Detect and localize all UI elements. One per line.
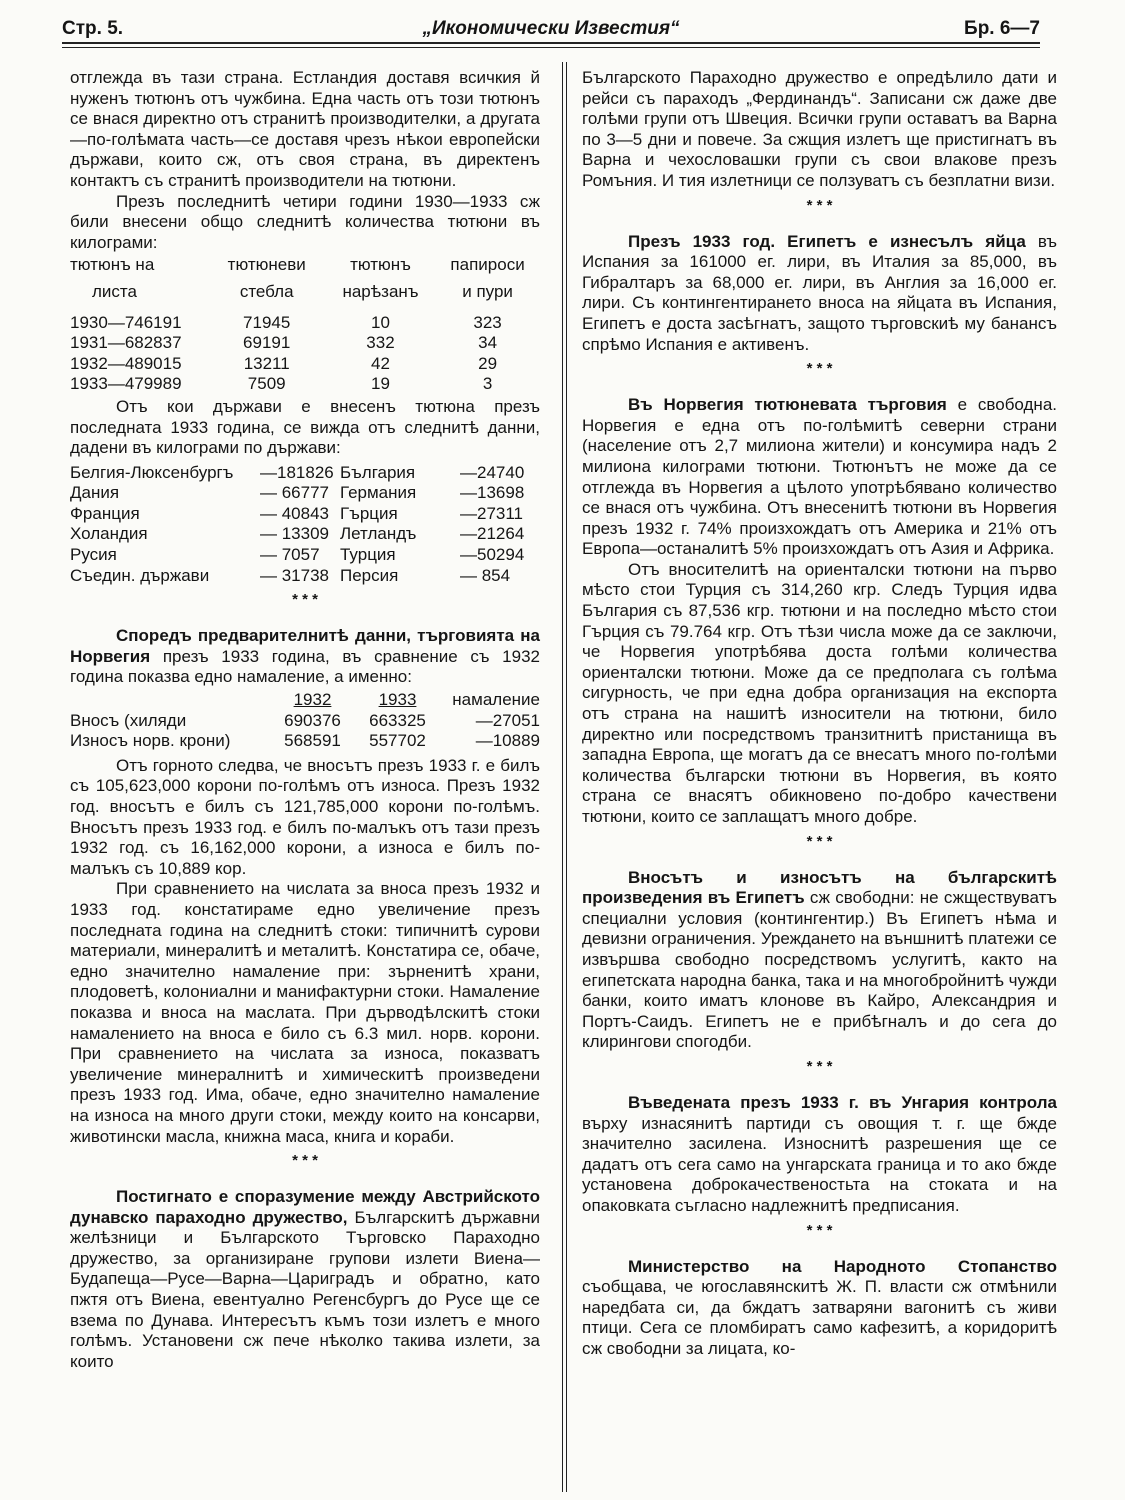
table-header-cell: 1932 (293, 690, 332, 710)
table-cell: 34 (478, 333, 498, 353)
table-row (70, 545, 540, 566)
header-rule-thin (62, 47, 1040, 48)
table-cell: 557702 (369, 731, 426, 751)
newspaper-title: „Икономически Известия“ (422, 18, 680, 39)
column-divider-2 (566, 62, 567, 1492)
article-text: сж свободни: не сжществуватъ специални условия (контингентир.) Въ Египетъ нѣма и девизни ограничения. Уреждането на външнитѣ платежи се извършва свободно посредствомъ услугитѣ, както на египетската народна банка, така и на многобройнитѣ чужди банки, които иматъ клонове въ Кайро, Александрия и Портъ-Саидъ. Египетъ не е прибѣгналъ и до сега до клирингови спогодби. (582, 888, 1057, 1052)
article-text: презъ 1933 година, въ сравнение съ 1932 година показва едно намаление, а именно: (70, 646, 540, 687)
country-value: —50294 (460, 545, 525, 565)
norway-trade-table (70, 690, 540, 752)
tobacco-imports-table (70, 255, 540, 395)
table-cell: 7509 (247, 374, 286, 394)
country-value: —181826 (260, 462, 334, 482)
table-header-cell: тютюнъ (350, 255, 411, 275)
country-value: —27311 (460, 503, 524, 523)
table-header-cell: тютюневи (227, 255, 306, 275)
country-name: Гърция (340, 503, 398, 523)
table-cell: 332 (366, 333, 395, 353)
table-cell: 1930—746191 (70, 312, 182, 332)
trade-text: Отъ горното следва, че вносътъ презъ 1933 г. е билъ съ 105,623,000 корони по-голѣмъ отъ износа. Презъ 1932 год. вносътъ е билъ съ 121,785,000 корони по-голѣмъ. Вносътъ презъ 1933 год. е билъ по-малъкъ отъ тази презъ 1932 год. съ 16,162,000 корони, а износа е билъ по-малъкъ съ 10,889 кор. (70, 755, 540, 878)
table-cell: 29 (478, 353, 498, 373)
country-value: — 13309 (260, 524, 329, 544)
country-value: — 854 (460, 565, 511, 585)
country-name: Съедин. държави (70, 565, 210, 585)
country-name: Франция (70, 503, 140, 523)
country-name: Германия (340, 483, 417, 503)
article-text: върху изнасянитѣ партиди съ овощия т. г. ще бжде значително засилена. Износнитѣ разрешения ще се дадатъ отъ сега само на унгарската граница и то ако бжде установена доброкачественостьта на стоката и на опаковката съгласно надлежнитѣ предписания. (582, 1113, 1057, 1215)
table-cell: —10889 (475, 731, 540, 751)
country-value: — 66777 (260, 483, 329, 503)
table-row (70, 354, 540, 375)
country-name: Персия (340, 565, 399, 585)
table-header-row (70, 255, 540, 276)
egypt-trade-article (582, 868, 1057, 1053)
table-cell: 1931—682837 (70, 333, 182, 353)
article-heading: Вносътъ и износътъ на българскитѣ произведения въ Египетъ (582, 867, 1057, 908)
table-header-row (70, 276, 540, 303)
table-header-row (70, 690, 540, 711)
separator-stars: * * * (806, 1221, 833, 1239)
danube-article (70, 1187, 540, 1372)
section-separator (70, 1153, 540, 1183)
table-row (70, 333, 540, 354)
separator-stars: * * * (806, 360, 833, 378)
table-header-cell: 1933 (378, 690, 417, 710)
compare-text: При сравнението на числата за вноса презъ 1932 и 1933 год. констатираме едно увеличение презъ последната година на следнитѣ стоки: типичнитѣ сурови материали, минералитѣ и металитѣ. Констатира се, обаче, едно значително намаление при: зърненитѣ храни, плодоветѣ, колониални и манифактурни стоки. Намаление показва и вноса на маслата. При дърводѣлскитѣ стоки намалението на вноса е било съ 6.3 мил. норв. корони. При сравнението на числата за износа, показватъ увеличение минералнитѣ и химическитѣ произведени презъ 1933 год. Има, обаче, едно значително намаление на износа на много други стоки, между които на консарви, животински масла, книжна маса, книга и кораби. (70, 879, 540, 1146)
table-row (70, 483, 540, 504)
table-row (70, 524, 540, 545)
table-row (70, 463, 540, 484)
table-cell: 690376 (284, 710, 341, 730)
separator-stars: * * * (292, 1152, 318, 1170)
table-row (70, 731, 540, 752)
article-text: е свободна. Норвегия е една отъ по-голѣмитѣ северни страни (население отъ 2,7 милиона жители) и консумира надъ 2 милиона килограми тютюни. Тютюнътъ не може да се отглежда въ Норвегия а цѣлото употрѣбявано количество се внася отъ чужбина. Отъ внесенитѣ тютюни въ Норвегия презъ 1932 г. 74% произхождатъ отъ Америка и 21% отъ Европа—останалитѣ 5% произхождатъ отъ Азия и Африка. (582, 395, 1058, 559)
table-header-cell: намаление (452, 690, 540, 710)
page-header (62, 16, 1040, 40)
estonia-text: отглежда въ тази страна. Естландия доставя всичкия й нуженъ тютюнъ отъ чужбина. Една часть отъ този тютюнъ се внася директно отъ странитѣ производителки, а другата—по-голѣмата часть—се доставя чрезъ нѣкои европейски държави, които сж, отъ своя страна, въ директенъ контактъ съ странитѣ производители на тютюни. (70, 68, 540, 190)
table-header-cell: листа (92, 281, 137, 301)
table-header-cell: папироси (450, 255, 525, 275)
article-text: Българскитѣ държавни желѣзници и Българското Търговско Параходно дружество, за организиране групови излети Виена—Будапеща—Русе—Варна—Цариградъ и обратно, като пжтя отъ Виена, евентуално Регенсбургъ до Русе ще се взема по Дунава. Интересътъ къмъ този излетъ е много голѣмъ. Установени сж пече нѣколко такива излети, за които (70, 1207, 540, 1371)
country-name: Белгия-Люксенбургъ (70, 462, 234, 482)
article-text: съобщава, че югославянскитѣ Ж. П. власти сж отмѣнили наредбата си, да бждатъ затваряни вагонитѣ съ живи птици. Сега се пломбиратъ само кафезитѣ, а коридоритѣ сж свободни за лицата, ко- (582, 1277, 1057, 1358)
table-cell: 1932—489015 (70, 353, 182, 373)
country-value: —21264 (460, 524, 525, 544)
table-cell: 19 (371, 374, 390, 394)
section-separator (70, 592, 540, 622)
country-value: — 7057 (260, 545, 320, 565)
separator-stars: * * * (292, 591, 318, 609)
country-name: Русия (70, 545, 117, 565)
imports-intro: Презъ последнитѣ четири години 1930—1933 сж били внесени общо следнитѣ количества тютюни въ килограми: (70, 191, 540, 252)
section-separator (582, 834, 1057, 864)
table-cell: 10 (371, 312, 390, 332)
table-row (70, 313, 540, 334)
table-cell: 13211 (243, 353, 290, 373)
article-heading: Въведената презъ 1933 г. въ Унгария контрола (628, 1092, 1057, 1112)
page-number: Стр. 5. (62, 18, 124, 39)
table-cell: 69191 (243, 333, 291, 353)
section-separator (582, 361, 1057, 391)
column-divider (562, 62, 563, 1492)
separator-stars: * * * (806, 196, 833, 214)
country-value: — 31738 (260, 565, 329, 585)
table-row (70, 374, 540, 395)
table-cell: —27051 (475, 710, 540, 730)
ministry-article (582, 1257, 1057, 1360)
article-heading: Презъ 1933 год. Египетъ е изнесълъ яйца (628, 231, 1026, 251)
table-cell: 323 (473, 312, 502, 332)
egypt-eggs-article (582, 232, 1057, 356)
country-name: Холандия (70, 524, 148, 544)
left-column (70, 68, 540, 1372)
table-row (70, 711, 540, 732)
table-cell: Износъ норв. крони) (70, 731, 231, 751)
article-heading: Споредъ предварителнитѣ данни, търговията на Норвегия (70, 626, 540, 666)
countries-table (70, 463, 540, 587)
table-cell: 3 (482, 374, 493, 394)
hungary-article (582, 1093, 1057, 1217)
section-separator (582, 1059, 1057, 1089)
country-name: България (340, 462, 416, 482)
header-rule (62, 42, 1040, 44)
country-name: Дания (70, 483, 120, 503)
countries-intro: Отъ кои държави е внесенъ тютюна презъ последната 1933 година, се вижда отъ следнитѣ данни, дадени въ килограми по държави: (70, 396, 540, 458)
table-header-cell: тютюнъ на (70, 255, 155, 275)
table-row (70, 566, 540, 587)
section-separator (582, 198, 1057, 228)
table-header-cell: и пури (462, 281, 513, 301)
right-column (582, 68, 1057, 1359)
table-cell: 568591 (284, 731, 341, 751)
country-value: —13698 (460, 483, 525, 503)
table-header-cell: стебла (239, 281, 294, 301)
table-cell: Вносъ (хиляди (70, 710, 187, 730)
table-cell: 71945 (243, 312, 291, 332)
danube-continuation: Българското Параходно дружество е опредѣлило дати и рейси съ параходъ „Фердинандъ“. Записани сж даже две голѣми групи отъ Швеция. Всички групи оставатъ ва Варна по 3—5 дни и повече. За сжщия излетъ ще пристигнатъ въ Варна и чехословашки групи съ свои влакове презъ Ромъния. И тия излетници се ползуватъ съ безплатни визи. (582, 68, 1057, 190)
table-header-cell: нарѣзанъ (342, 281, 419, 301)
article-heading: Постигнато е споразумение между Австрийското дунавско параходно дружество, (70, 1187, 540, 1227)
norway-tobacco-text-2: Отъ вносителитѣ на ориенталски тютюни на първо мѣсто стои Турция съ 314,260 кгр. Следъ Турция идва България съ 87,536 кгр. тютюни и на последно мѣсто стои Гърция съ 79.764 кгр. Отъ тѣзи числа може да се заключи, че Норвегия употрѣбява доста голѣми количества ориенталски тютюни. Може да се предполага съ голѣма сигурность, че при една добра организация на експорта отъ страна на нашитѣ износители на тютюни, било директно или посредствомъ транзитнитѣ пристанища въ западна Европа, ще могатъ да се внесатъ много по-голѣми количества български тютюни въ Норвегия, въ която страна се внасятъ обикновено по-добро качествени тютюни, които се заплащатъ много добре. (582, 559, 1057, 826)
norway-trade-article (70, 626, 540, 688)
issue-number: Бр. 6—7 (964, 18, 1040, 39)
table-cell: 42 (371, 353, 390, 373)
separator-stars: * * * (806, 1057, 833, 1075)
country-name: Турция (340, 545, 396, 565)
article-heading: Въ Норвегия тютюневата търговия (628, 395, 947, 415)
section-separator (582, 1223, 1057, 1253)
table-cell: 1933—479989 (70, 374, 182, 394)
table-cell: 663325 (369, 710, 426, 730)
separator-stars: * * * (806, 832, 833, 850)
table-row (70, 504, 540, 525)
country-value: —24740 (460, 462, 525, 482)
norway-tobacco-article (582, 395, 1057, 560)
article-heading: Министерство на Народното Стопанство (628, 1256, 1057, 1276)
country-name: Летландъ (340, 524, 417, 544)
article-text: въ Испания за 161000 ег. лири, въ Италия за 85,000, въ Гибралтаръ за 68,000 ег. лири, въ Англия за 16,000 ег. лири. Съ контингентирането вноса на яйцата въ Испания, Египетъ е доста засѣгнатъ, защото търговскиѣ му банансъ спрѣмо Испания е активенъ. (582, 231, 1057, 354)
country-value: — 40843 (260, 503, 329, 523)
